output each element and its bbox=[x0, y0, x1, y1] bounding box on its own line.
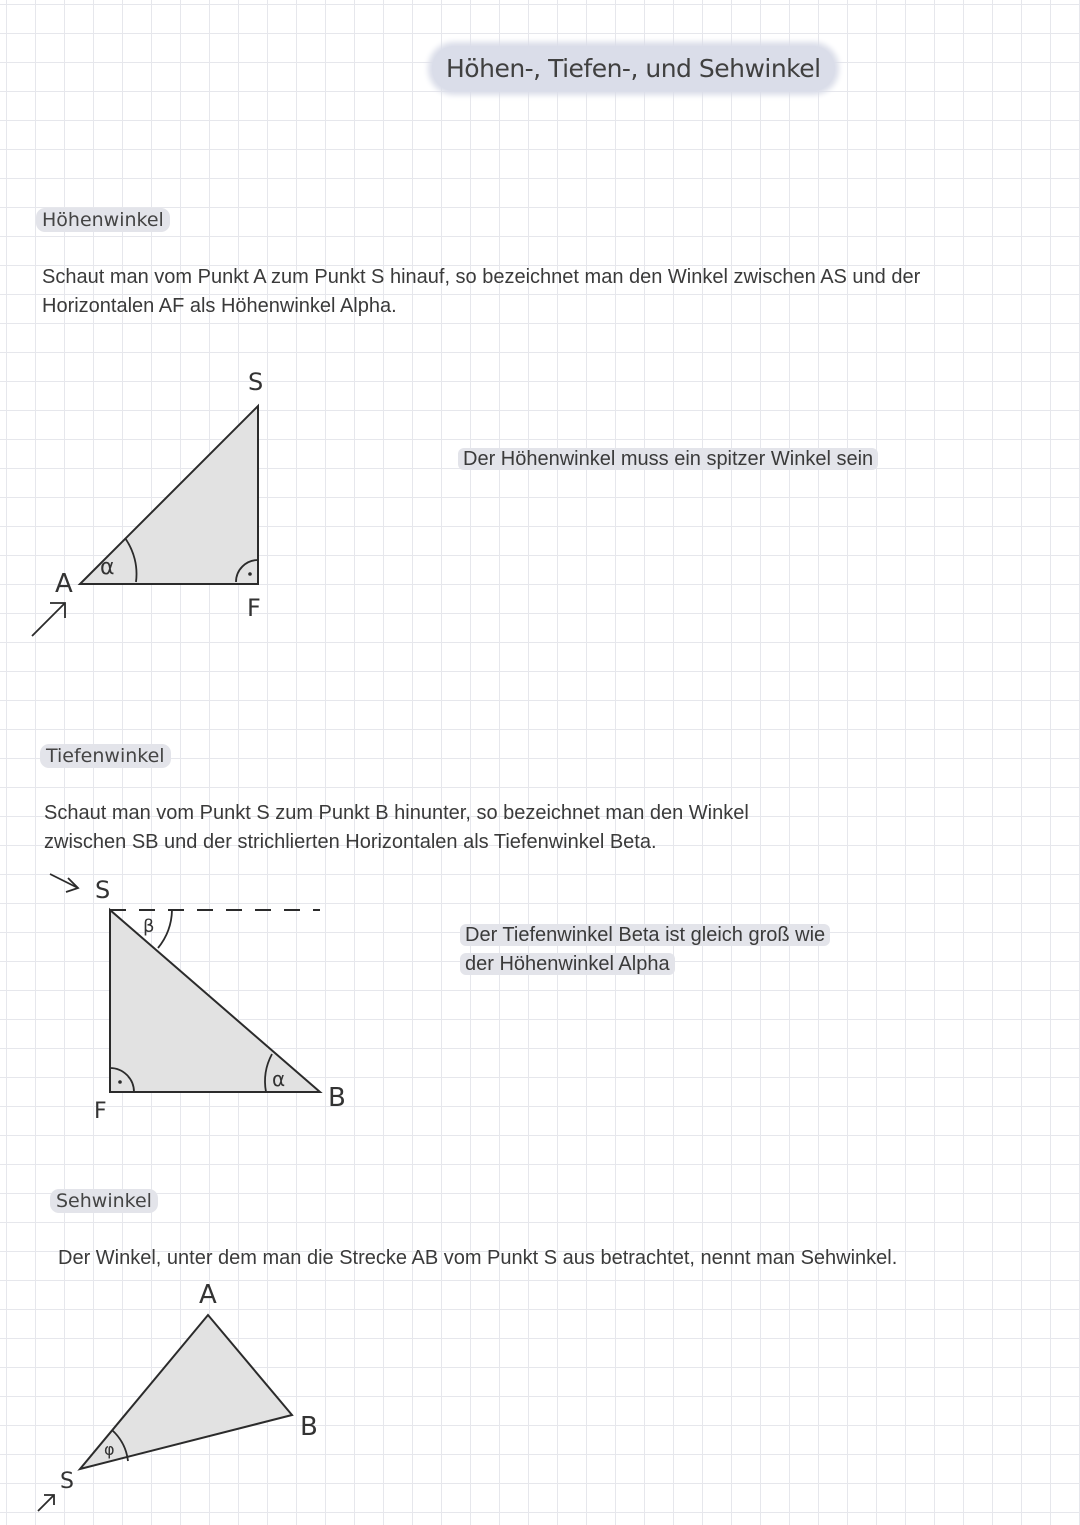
text-hoehenwinkel-line1: Schaut man vom Punkt A zum Punkt S hinauf, so bezeichnet man den Winkel zwischen AS und der bbox=[42, 266, 921, 288]
label-phi: φ bbox=[104, 1440, 115, 1459]
label-s: S bbox=[95, 876, 111, 904]
label-b: B bbox=[328, 1083, 346, 1113]
label-a: A bbox=[199, 1280, 217, 1310]
triangle-sfb bbox=[110, 910, 320, 1092]
label-s: S bbox=[248, 368, 264, 396]
heading-hoehenwinkel: Höhenwinkel bbox=[36, 208, 170, 232]
arrow-up-right-icon bbox=[38, 1495, 54, 1511]
text-hoehenwinkel-line2: Horizontalen AF als Höhenwinkel Alpha. bbox=[42, 295, 397, 317]
label-f: F bbox=[94, 1099, 107, 1124]
note-hoehenwinkel bbox=[458, 445, 878, 474]
page-title: Höhen-, Tiefen-, und Sehwinkel bbox=[432, 46, 835, 91]
label-beta: β bbox=[143, 916, 155, 937]
text-sehwinkel: Der Winkel, unter dem man die Strecke AB vom Punkt S aus betrachtet, nennt man Sehwinkel. bbox=[58, 1247, 898, 1269]
diagram-hoehenwinkel bbox=[0, 360, 320, 650]
label-b: B bbox=[300, 1412, 318, 1442]
heading-sehwinkel: Sehwinkel bbox=[50, 1189, 158, 1213]
diagram-sehwinkel bbox=[0, 1275, 360, 1525]
label-a: A bbox=[55, 569, 73, 599]
text-tiefenwinkel-line2: zwischen SB und der strichlierten Horizontalen als Tiefenwinkel Beta. bbox=[44, 831, 657, 853]
label-alpha: α bbox=[100, 555, 115, 580]
label-alpha: α bbox=[272, 1067, 286, 1091]
note-hoehenwinkel-text: Der Höhenwinkel muss ein spitzer Winkel sein bbox=[458, 448, 878, 470]
diagram-tiefenwinkel bbox=[0, 860, 380, 1130]
text-hoehenwinkel bbox=[42, 263, 1042, 321]
note-tiefenwinkel bbox=[460, 921, 830, 979]
label-f: F bbox=[247, 594, 261, 622]
text-tiefenwinkel bbox=[44, 799, 1044, 857]
text-tiefenwinkel-line1: Schaut man vom Punkt S zum Punkt B hinunter, so bezeichnet man den Winkel bbox=[44, 802, 749, 824]
right-angle-dot bbox=[118, 1080, 122, 1084]
beta-arc bbox=[158, 910, 172, 948]
note-tiefenwinkel-line2: der Höhenwinkel Alpha bbox=[460, 953, 675, 975]
label-s: S bbox=[60, 1469, 74, 1494]
heading-tiefenwinkel: Tiefenwinkel bbox=[40, 744, 171, 768]
right-angle-dot bbox=[248, 572, 252, 576]
arrow-up-right-icon bbox=[32, 603, 65, 636]
note-tiefenwinkel-line1: Der Tiefenwinkel Beta ist gleich groß wie bbox=[460, 924, 830, 946]
arrow-down-right-icon bbox=[50, 874, 78, 892]
